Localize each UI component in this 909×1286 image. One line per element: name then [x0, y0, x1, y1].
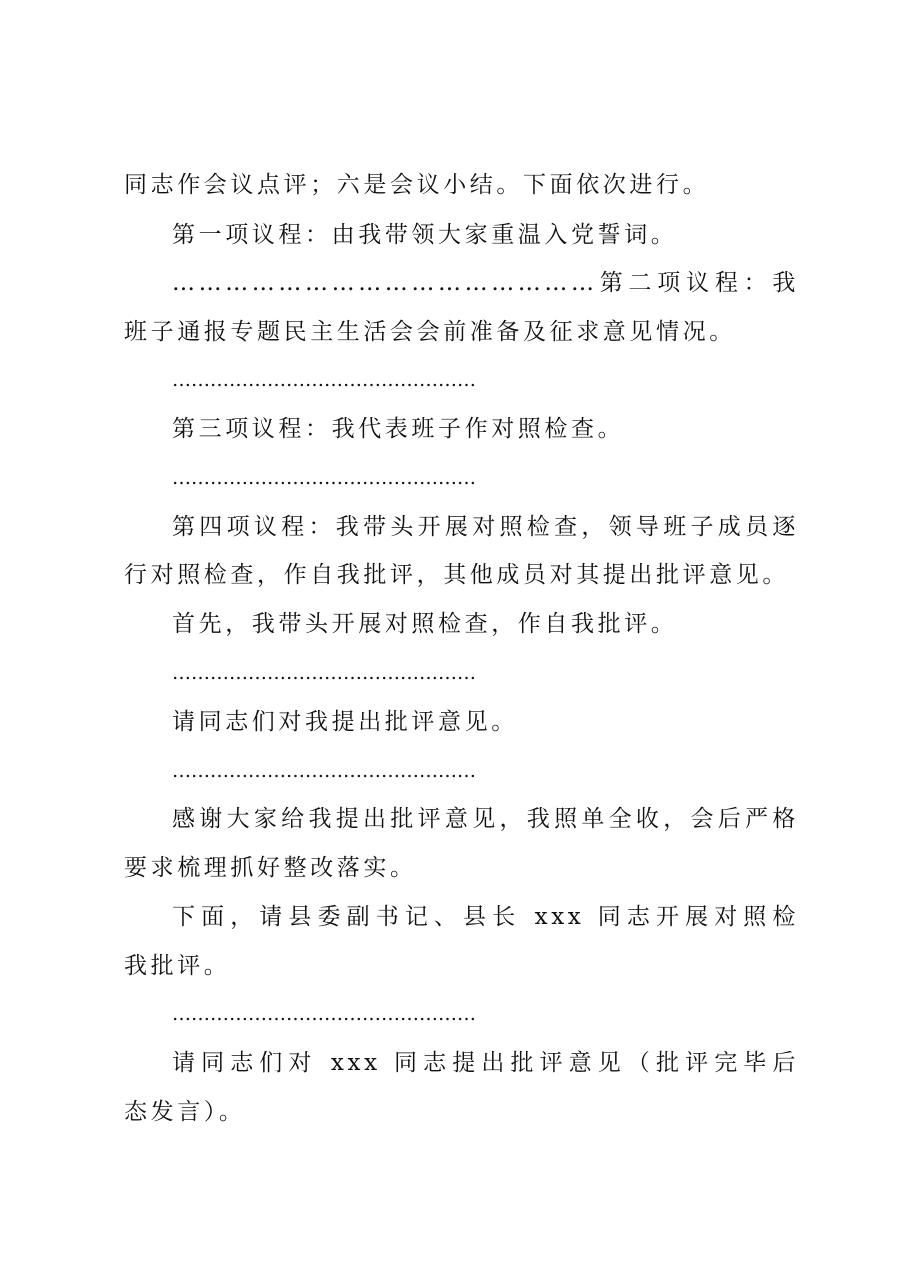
body-line: 态发言）。: [124, 1099, 246, 1125]
agenda-item-3: 第三项议程：我代表班子作对照检查。: [172, 416, 625, 442]
body-line: 行对照检查，作自我批评，其他成员对其提出批评意见。: [124, 562, 789, 588]
body-line: 我批评。: [124, 953, 231, 979]
ellipsis-line: …………………………………………: [172, 1003, 476, 1025]
body-line: 请同志们对 xxx 同志提出批评意见（批评完毕后: [172, 1050, 799, 1076]
body-line: 班子通报专题民主生活会会前准备及征求意见情况。: [124, 319, 736, 345]
body-line: 首先，我带头开展对照检查，作自我批评。: [172, 611, 678, 637]
ellipsis-line: …………………………………………: [172, 662, 476, 684]
body-line: 下面，请县委副书记、县长 xxx 同志开展对照检: [172, 904, 799, 930]
body-line: 要求梳理抓好整改落实。: [124, 855, 417, 881]
agenda-item-1: 第一项议程：由我带领大家重温入党誓词。: [172, 222, 678, 248]
body-line: 感谢大家给我提出批评意见，我照单全收，会后严格: [172, 806, 799, 832]
body-line: 同志作会议点评；六是会议小结。下面依次进行。: [124, 172, 710, 198]
ellipsis-line: …………………………………………: [172, 369, 476, 391]
agenda-item-2: …………………………………………第二项议程：我: [172, 270, 799, 296]
ellipsis-line: …………………………………………: [172, 760, 476, 782]
body-line: 请同志们对我提出批评意见。: [172, 709, 518, 735]
agenda-item-4: 第四项议程：我带头开展对照检查，领导班子成员逐: [172, 514, 799, 540]
ellipsis-line: …………………………………………: [172, 467, 476, 489]
